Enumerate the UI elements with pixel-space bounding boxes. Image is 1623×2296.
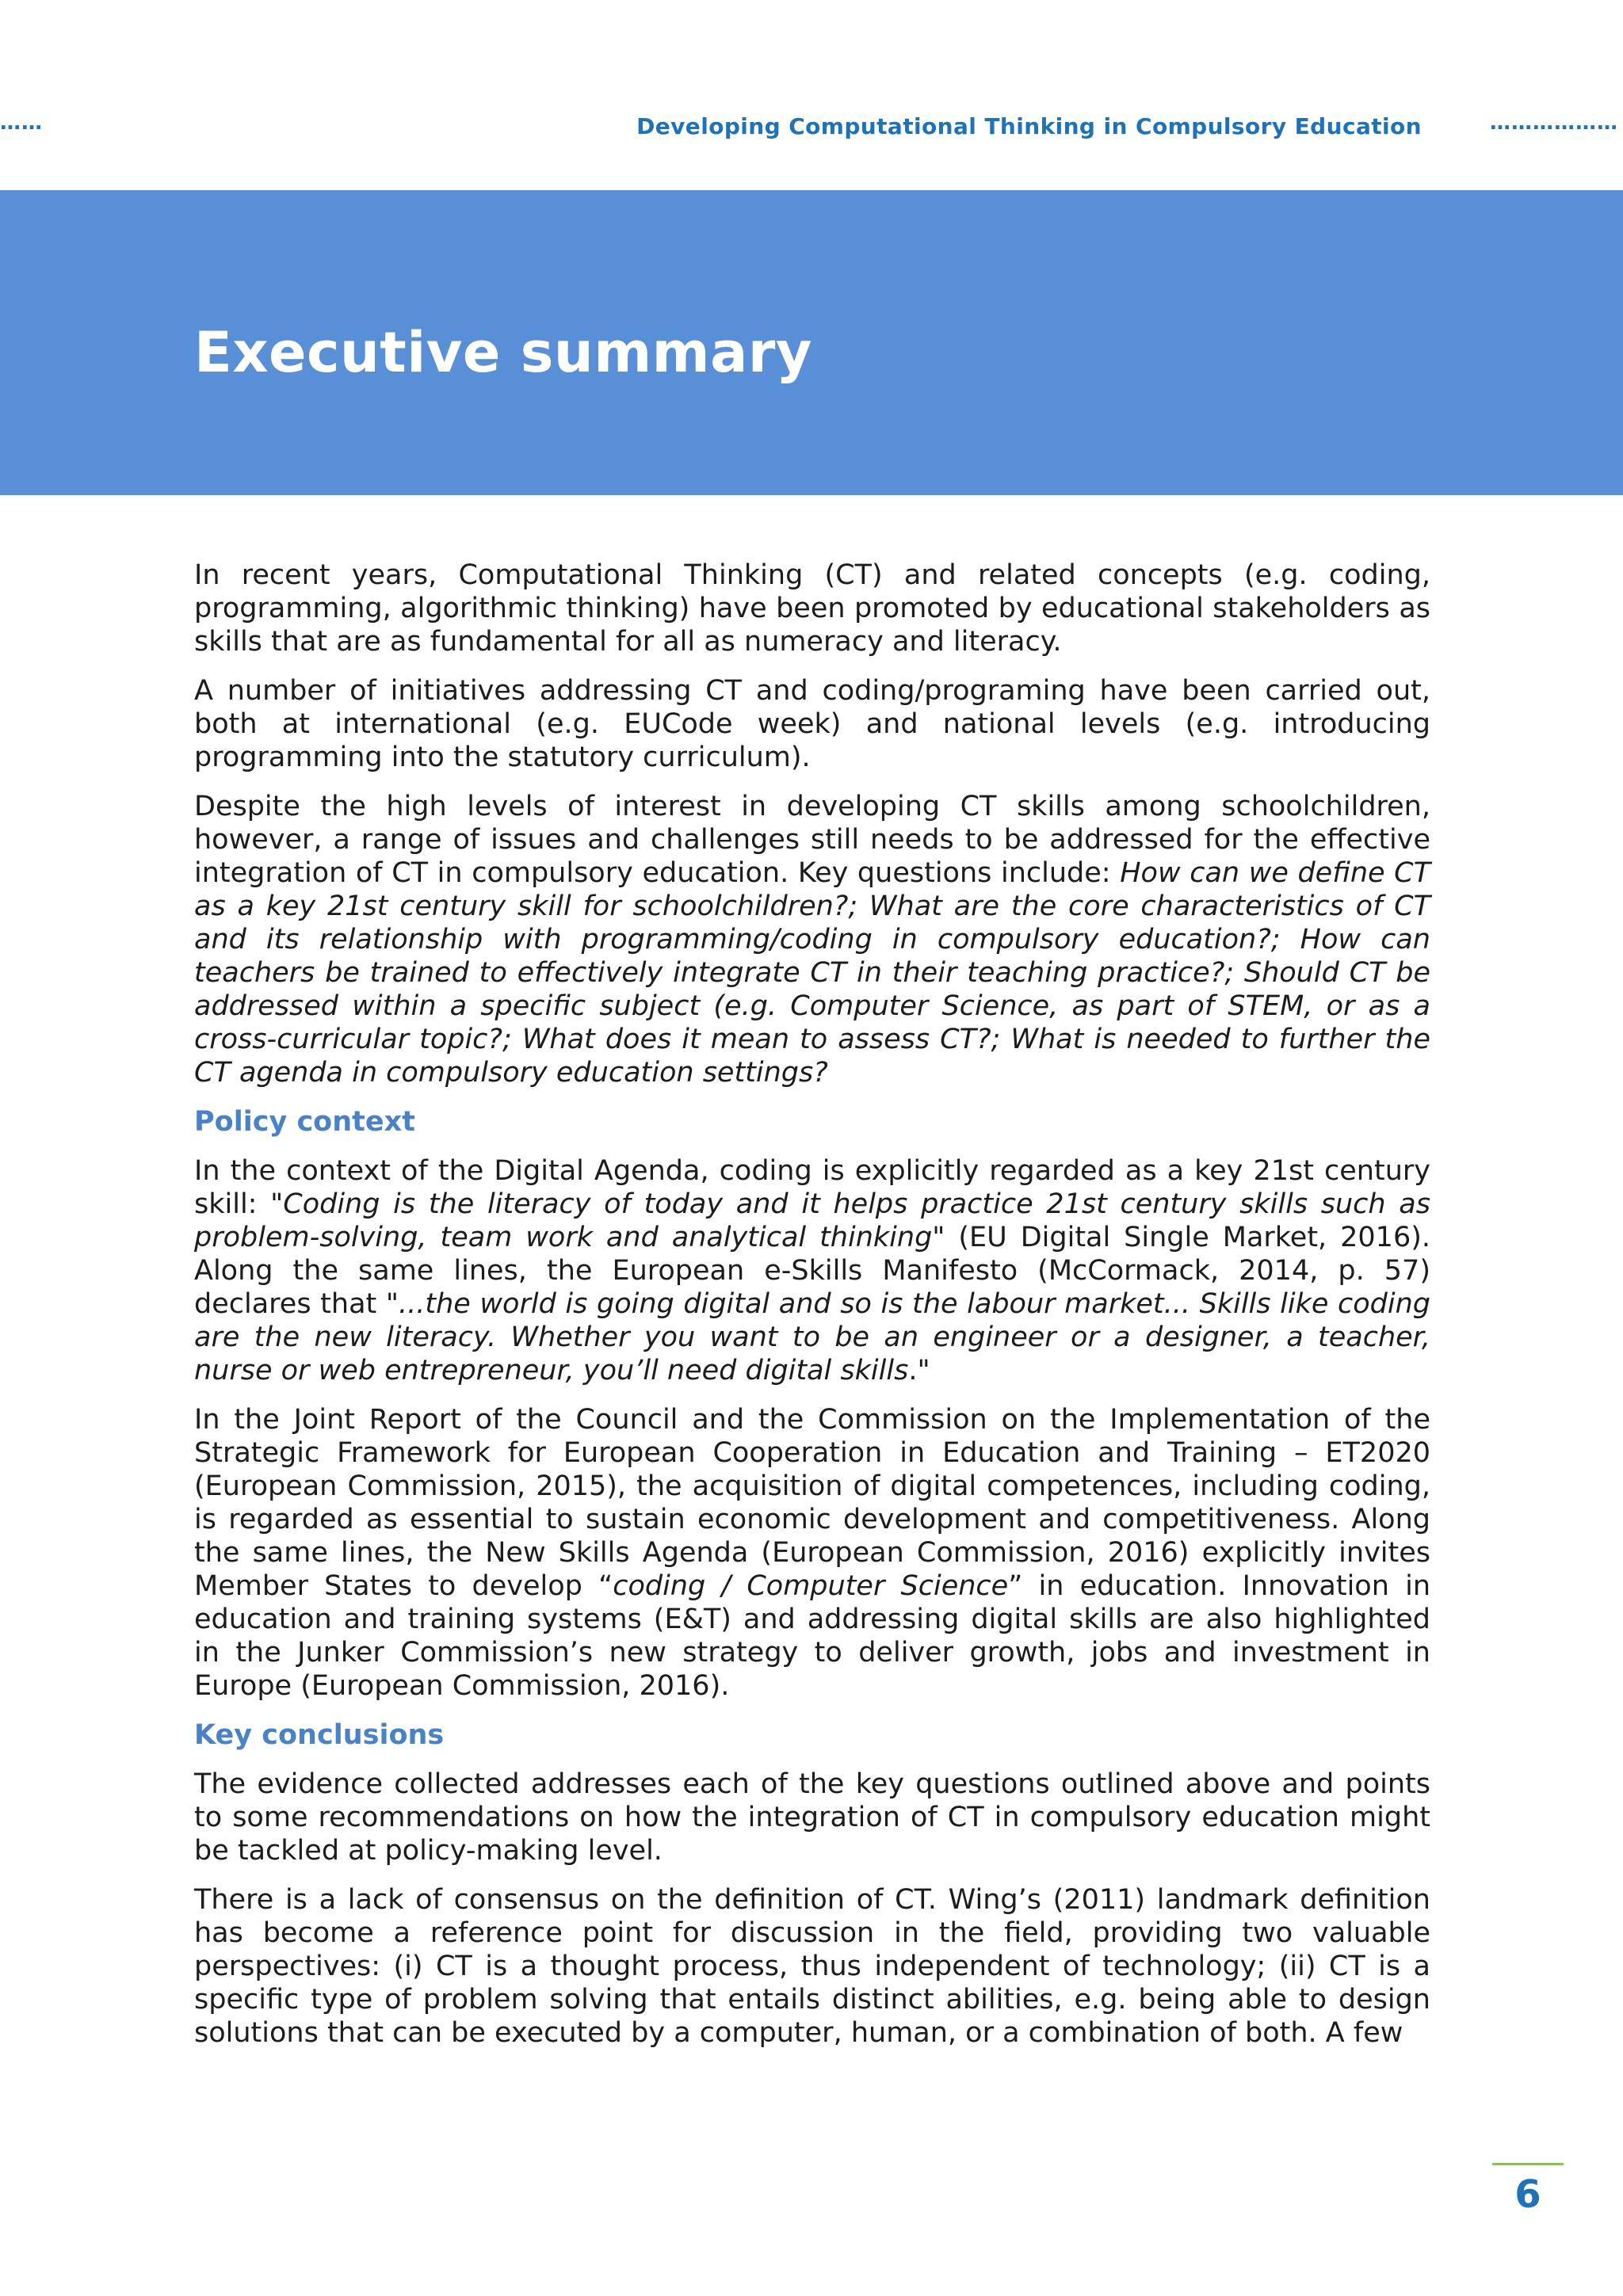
paragraph-digital-agenda [194,1154,1430,1387]
title-banner [0,190,1623,495]
paragraph-initiatives: A number of initiatives addressing CT and coding/programing have been carried out, both at international (e.g. EUCode week) and national levels (e.g. introducing programming into the statutory curriculum). [194,675,1430,773]
joint-report-quote: coding / Computer Science [613,1570,1009,1602]
body-text [194,559,1430,2065]
header-dots-left: …… [0,111,43,135]
paragraph-key-questions [194,790,1430,1089]
digital-agenda-quote: Coding is the literacy of today and it helps practice 21st century skills such as problem-solving, team work and analytical thinking [194,1188,1430,1253]
heading-key-conclusions: Key conclusions [194,1719,445,1751]
page-number: 6 [1514,2172,1541,2217]
heading-policy-context: Policy context [194,1106,415,1138]
key-questions-list: How can we define CT as a key 21st century skill for schoolchildren?; What are the core characteristics of CT and its relationship with programming/coding in compulsory education?; How can teachers be trained to effectively integrate CT in their teaching practice?; Should CT be addressed within a specific subject (e.g. Computer Science, as part of STEM, or as a cross-curricular topic?; What does it mean to assess CT?; What is needed to further the CT agenda in compulsory education settings? [194,857,1430,1089]
joint-report-end: ” in education. Innovation in education and training systems (E&T) and addressing digital skills are also highlighted in the Junker Commission’s new strategy to deliver growth, jobs and investment in Europe (European Commission, 2016). [194,1570,1430,1702]
paragraph-joint-report [194,1403,1430,1703]
header-dots-right: ……………… [1490,111,1618,135]
key-questions-lead: Despite the high levels of interest in developing CT skills among schoolchildren, however, a range of issues and challenges still needs to be addressed for the effective integration of CT in compulsory education. Key questions include: [194,791,1430,889]
page-title: Executive summary [194,320,812,385]
digital-agenda-mid: " (EU Digital Single Market, 2016). Along the same lines, the European e-Skills Manifesto (McCormack, 2014, p. 57) declares that [194,1222,1430,1320]
eskills-manifesto-quote: "...the world is going digital and so is the labour market... Skills like coding are the new literacy. Whether you want to be an engineer or a designer, a teacher, nurse or web entrepreneur, you’ll need digital skills [194,1288,1430,1386]
running-header-title: Developing Computational Thinking in Compulsory Education [636,113,1422,139]
page-number-rule [1492,2163,1564,2165]
paragraph-intro: In recent years, Computational Thinking (CT) and related concepts (e.g. coding, programming, algorithmic thinking) have been promoted by educational stakeholders as skills that are as fundamental for all as numeracy and literacy. [194,559,1430,658]
paragraph-evidence: The evidence collected addresses each of the key questions outlined above and points to some recommendations on how the integration of CT in compulsory education might be tackled at policy-making level. [194,1768,1430,1867]
digital-agenda-end: ." [908,1355,930,1386]
digital-agenda-lead: In the context of the Digital Agenda, coding is explicitly regarded as a key 21st century skill: " [194,1155,1430,1220]
joint-report-lead: In the Joint Report of the Council and the Commission on the Implementation of the Strategic Framework for European Cooperation in Education and Training – ET2020 (European Commission, 2015), the acquisition of digital competences, including coding, is regarded as essential to sustain economic development and competitiveness. Along the same lines, the New Skills Agenda (European Commission, 2016) explicitly invites Member States to develop “ [194,1404,1430,1602]
paragraph-definition: There is a lack of consensus on the definition of CT. Wing’s (2011) landmark definition has become a reference point for discussion in the field, providing two valuable perspectives: (i) CT is a thought process, thus independent of technology; (ii) CT is a specific type of problem solving that entails distinct abilities, e.g. being able to design solutions that can be executed by a computer, human, or a combination of both. A few [194,1884,1430,2049]
